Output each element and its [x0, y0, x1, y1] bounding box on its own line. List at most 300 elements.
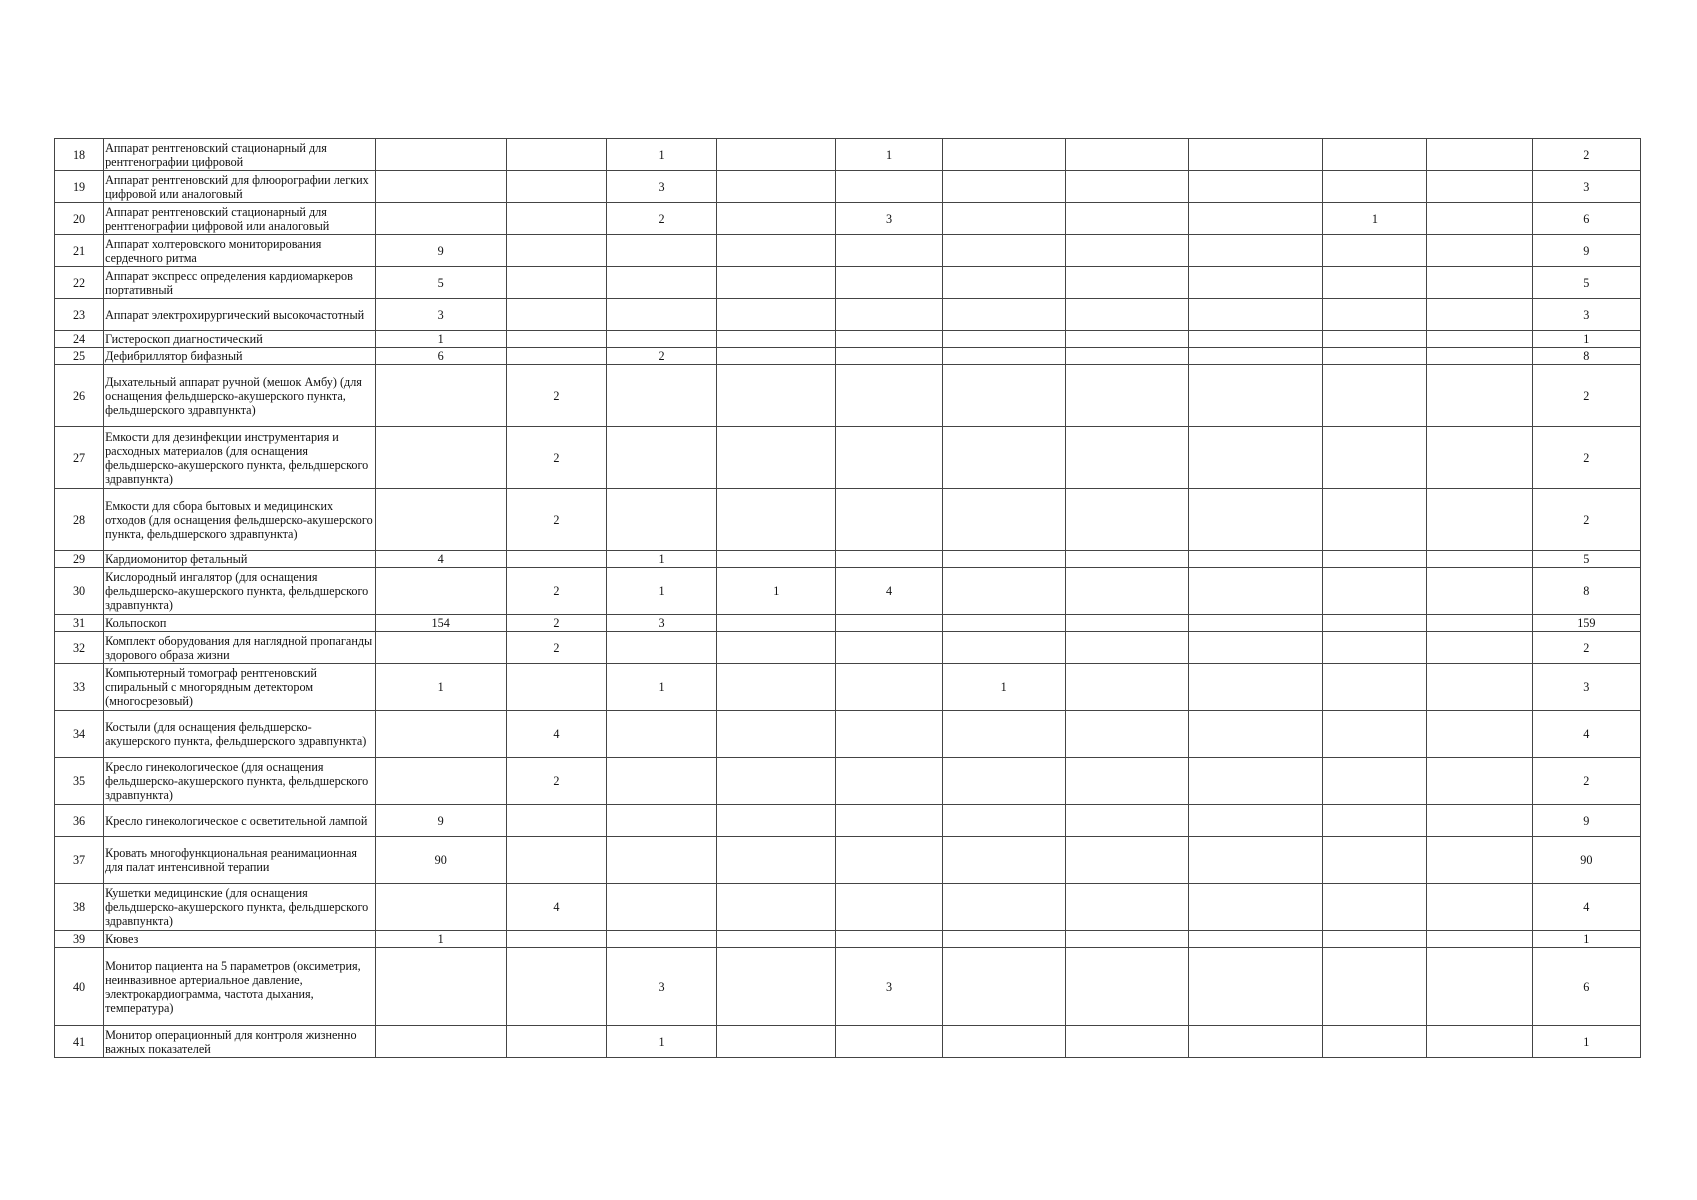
quantity-cell — [1189, 299, 1323, 331]
quantity-cell — [1427, 568, 1532, 615]
table-row — [55, 365, 1641, 427]
quantity-cell — [506, 348, 606, 365]
total-cell: 1 — [1532, 931, 1640, 948]
table-row — [55, 711, 1641, 758]
quantity-cell — [506, 551, 606, 568]
quantity-cell — [1427, 489, 1532, 551]
quantity-cell — [1323, 948, 1427, 1026]
quantity-cell: 2 — [506, 365, 606, 427]
quantity-cell — [1065, 331, 1188, 348]
quantity-cell — [942, 203, 1065, 235]
quantity-cell: 3 — [607, 615, 717, 632]
equipment-name-cell: Кушетки медицинские (для оснащения фельдшерско-акушерского пункта, фельдшерского здравпункта) — [104, 884, 376, 931]
row-number-cell: 41 — [55, 1026, 104, 1058]
quantity-cell: 1 — [1323, 203, 1427, 235]
quantity-cell — [1189, 837, 1323, 884]
equipment-name-cell: Костыли (для оснащения фельдшерско-акушерского пункта, фельдшерского здравпункта) — [104, 711, 376, 758]
quantity-cell — [1189, 139, 1323, 171]
quantity-cell — [1427, 1026, 1532, 1058]
quantity-cell — [1189, 758, 1323, 805]
quantity-cell — [717, 664, 836, 711]
quantity-cell — [1323, 171, 1427, 203]
quantity-cell — [506, 171, 606, 203]
row-number-cell: 38 — [55, 884, 104, 931]
quantity-cell — [1427, 711, 1532, 758]
table-row — [55, 551, 1641, 568]
total-cell: 6 — [1532, 203, 1640, 235]
quantity-cell — [836, 632, 942, 664]
quantity-cell — [717, 837, 836, 884]
table-row — [55, 632, 1641, 664]
quantity-cell — [375, 489, 506, 551]
quantity-cell — [607, 837, 717, 884]
quantity-cell — [1427, 267, 1532, 299]
table-row — [55, 948, 1641, 1026]
quantity-cell — [1427, 348, 1532, 365]
equipment-name-cell: Кольпоскоп — [104, 615, 376, 632]
quantity-cell — [1065, 139, 1188, 171]
quantity-cell — [717, 299, 836, 331]
equipment-name-cell: Аппарат экспресс определения кардиомаркеров портативный — [104, 267, 376, 299]
quantity-cell — [1323, 365, 1427, 427]
quantity-cell — [942, 489, 1065, 551]
quantity-cell: 9 — [375, 235, 506, 267]
quantity-cell — [375, 884, 506, 931]
quantity-cell — [836, 664, 942, 711]
quantity-cell: 2 — [607, 348, 717, 365]
quantity-cell: 1 — [375, 931, 506, 948]
quantity-cell — [836, 235, 942, 267]
table-row — [55, 235, 1641, 267]
total-cell: 6 — [1532, 948, 1640, 1026]
quantity-cell: 3 — [836, 948, 942, 1026]
quantity-cell — [607, 489, 717, 551]
equipment-table-body — [55, 139, 1641, 1058]
quantity-cell — [1065, 711, 1188, 758]
quantity-cell: 1 — [607, 551, 717, 568]
quantity-cell — [717, 331, 836, 348]
equipment-table — [54, 138, 1641, 1058]
row-number-cell: 39 — [55, 931, 104, 948]
equipment-name-cell: Аппарат рентгеновский для флюорографии легких цифровой или аналоговый — [104, 171, 376, 203]
quantity-cell — [1189, 664, 1323, 711]
quantity-cell — [607, 758, 717, 805]
quantity-cell: 6 — [375, 348, 506, 365]
quantity-cell — [506, 805, 606, 837]
quantity-cell — [1323, 267, 1427, 299]
equipment-name-cell: Компьютерный томограф рентгеновский спиральный с многорядным детектором (многосрезовый) — [104, 664, 376, 711]
quantity-cell — [375, 758, 506, 805]
quantity-cell — [506, 203, 606, 235]
quantity-cell: 2 — [506, 758, 606, 805]
row-number-cell: 18 — [55, 139, 104, 171]
equipment-name-cell: Кресло гинекологическое с осветительной лампой — [104, 805, 376, 837]
quantity-cell — [942, 632, 1065, 664]
quantity-cell — [1065, 884, 1188, 931]
table-row — [55, 664, 1641, 711]
quantity-cell — [1189, 267, 1323, 299]
row-number-cell: 33 — [55, 664, 104, 711]
row-number-cell: 22 — [55, 267, 104, 299]
quantity-cell: 9 — [375, 805, 506, 837]
total-cell: 2 — [1532, 632, 1640, 664]
quantity-cell — [1065, 489, 1188, 551]
row-number-cell: 30 — [55, 568, 104, 615]
quantity-cell — [836, 299, 942, 331]
quantity-cell: 1 — [607, 568, 717, 615]
equipment-name-cell: Аппарат рентгеновский стационарный для рентгенографии цифровой или аналоговый — [104, 203, 376, 235]
quantity-cell — [1065, 568, 1188, 615]
quantity-cell — [607, 267, 717, 299]
quantity-cell — [1323, 139, 1427, 171]
quantity-cell — [717, 139, 836, 171]
quantity-cell — [1065, 837, 1188, 884]
quantity-cell — [1323, 427, 1427, 489]
quantity-cell — [1065, 171, 1188, 203]
quantity-cell — [1189, 1026, 1323, 1058]
quantity-cell — [1323, 331, 1427, 348]
quantity-cell — [1189, 235, 1323, 267]
row-number-cell: 29 — [55, 551, 104, 568]
quantity-cell — [1065, 203, 1188, 235]
quantity-cell — [506, 1026, 606, 1058]
quantity-cell — [717, 348, 836, 365]
quantity-cell — [506, 837, 606, 884]
total-cell: 9 — [1532, 805, 1640, 837]
quantity-cell — [1323, 568, 1427, 615]
quantity-cell: 1 — [942, 664, 1065, 711]
quantity-cell — [1323, 551, 1427, 568]
equipment-name-cell: Кресло гинекологическое (для оснащения фельдшерско-акушерского пункта, фельдшерского здравпункта) — [104, 758, 376, 805]
quantity-cell — [717, 632, 836, 664]
quantity-cell — [1323, 884, 1427, 931]
total-cell: 1 — [1532, 1026, 1640, 1058]
quantity-cell — [1065, 365, 1188, 427]
equipment-name-cell: Комплект оборудования для наглядной пропаганды здорового образа жизни — [104, 632, 376, 664]
quantity-cell — [375, 427, 506, 489]
quantity-cell — [1427, 884, 1532, 931]
quantity-cell — [1427, 664, 1532, 711]
total-cell: 159 — [1532, 615, 1640, 632]
table-row — [55, 427, 1641, 489]
quantity-cell: 154 — [375, 615, 506, 632]
quantity-cell — [836, 348, 942, 365]
row-number-cell: 37 — [55, 837, 104, 884]
quantity-cell — [1427, 299, 1532, 331]
quantity-cell — [607, 365, 717, 427]
row-number-cell: 40 — [55, 948, 104, 1026]
quantity-cell — [1323, 299, 1427, 331]
quantity-cell — [717, 171, 836, 203]
quantity-cell — [1189, 171, 1323, 203]
quantity-cell: 2 — [506, 568, 606, 615]
quantity-cell — [1189, 948, 1323, 1026]
quantity-cell — [717, 365, 836, 427]
quantity-cell — [375, 1026, 506, 1058]
quantity-cell — [1323, 931, 1427, 948]
quantity-cell — [506, 331, 606, 348]
quantity-cell — [1189, 931, 1323, 948]
quantity-cell — [836, 805, 942, 837]
quantity-cell — [1323, 805, 1427, 837]
quantity-cell — [506, 931, 606, 948]
quantity-cell: 1 — [607, 664, 717, 711]
quantity-cell — [1323, 632, 1427, 664]
quantity-cell: 5 — [375, 267, 506, 299]
quantity-cell — [1323, 615, 1427, 632]
equipment-name-cell: Дефибриллятор бифазный — [104, 348, 376, 365]
total-cell: 3 — [1532, 664, 1640, 711]
total-cell: 90 — [1532, 837, 1640, 884]
quantity-cell — [836, 1026, 942, 1058]
quantity-cell — [717, 948, 836, 1026]
quantity-cell — [1189, 615, 1323, 632]
equipment-name-cell: Кювез — [104, 931, 376, 948]
quantity-cell — [1323, 235, 1427, 267]
quantity-cell — [1065, 615, 1188, 632]
quantity-cell — [942, 837, 1065, 884]
row-number-cell: 21 — [55, 235, 104, 267]
table-row — [55, 331, 1641, 348]
quantity-cell — [375, 711, 506, 758]
equipment-name-cell: Аппарат рентгеновский стационарный для рентгенографии цифровой — [104, 139, 376, 171]
row-number-cell: 35 — [55, 758, 104, 805]
quantity-cell — [942, 948, 1065, 1026]
quantity-cell — [1189, 489, 1323, 551]
quantity-cell — [717, 551, 836, 568]
equipment-name-cell: Монитор пациента на 5 параметров (оксиметрия, неинвазивное артериальное давление, электрокардиограмма, частота дыхания, температура) — [104, 948, 376, 1026]
row-number-cell: 31 — [55, 615, 104, 632]
quantity-cell — [1189, 884, 1323, 931]
equipment-name-cell: Кислородный ингалятор (для оснащения фельдшерско-акушерского пункта, фельдшерского здравпункта) — [104, 568, 376, 615]
quantity-cell — [1189, 551, 1323, 568]
quantity-cell — [836, 331, 942, 348]
quantity-cell — [1189, 805, 1323, 837]
quantity-cell — [1427, 427, 1532, 489]
quantity-cell — [1323, 837, 1427, 884]
total-cell: 3 — [1532, 299, 1640, 331]
quantity-cell — [717, 931, 836, 948]
quantity-cell: 4 — [506, 711, 606, 758]
quantity-cell — [607, 884, 717, 931]
equipment-name-cell: Гистероскоп диагностический — [104, 331, 376, 348]
total-cell: 8 — [1532, 568, 1640, 615]
quantity-cell — [506, 139, 606, 171]
quantity-cell: 1 — [717, 568, 836, 615]
quantity-cell — [836, 365, 942, 427]
quantity-cell — [1189, 331, 1323, 348]
quantity-cell — [1065, 632, 1188, 664]
quantity-cell — [942, 1026, 1065, 1058]
quantity-cell: 90 — [375, 837, 506, 884]
quantity-cell — [1427, 139, 1532, 171]
quantity-cell — [1427, 203, 1532, 235]
quantity-cell: 4 — [506, 884, 606, 931]
quantity-cell: 4 — [375, 551, 506, 568]
quantity-cell — [717, 489, 836, 551]
quantity-cell — [1065, 1026, 1188, 1058]
quantity-cell — [942, 615, 1065, 632]
quantity-cell — [1189, 711, 1323, 758]
equipment-name-cell: Кровать многофункциональная реанимационная для палат интенсивной терапии — [104, 837, 376, 884]
table-row — [55, 348, 1641, 365]
quantity-cell — [506, 664, 606, 711]
row-number-cell: 19 — [55, 171, 104, 203]
quantity-cell — [1427, 615, 1532, 632]
quantity-cell: 1 — [375, 664, 506, 711]
quantity-cell — [836, 884, 942, 931]
quantity-cell — [942, 348, 1065, 365]
quantity-cell — [942, 711, 1065, 758]
quantity-cell — [836, 267, 942, 299]
row-number-cell: 24 — [55, 331, 104, 348]
row-number-cell: 25 — [55, 348, 104, 365]
quantity-cell — [1065, 267, 1188, 299]
total-cell: 2 — [1532, 365, 1640, 427]
quantity-cell: 1 — [836, 139, 942, 171]
quantity-cell — [375, 948, 506, 1026]
table-row — [55, 267, 1641, 299]
total-cell: 2 — [1532, 139, 1640, 171]
total-cell: 8 — [1532, 348, 1640, 365]
table-row — [55, 931, 1641, 948]
quantity-cell — [836, 758, 942, 805]
quantity-cell — [375, 568, 506, 615]
quantity-cell — [1189, 203, 1323, 235]
quantity-cell — [717, 267, 836, 299]
table-row — [55, 837, 1641, 884]
quantity-cell — [607, 632, 717, 664]
quantity-cell — [942, 551, 1065, 568]
quantity-cell — [1189, 427, 1323, 489]
quantity-cell — [1427, 758, 1532, 805]
quantity-cell — [942, 171, 1065, 203]
quantity-cell: 3 — [375, 299, 506, 331]
quantity-cell — [506, 267, 606, 299]
equipment-name-cell: Емкости для сбора бытовых и медицинских отходов (для оснащения фельдшерско-акушерского пункта, фельдшерского здравпункта) — [104, 489, 376, 551]
quantity-cell — [1427, 948, 1532, 1026]
quantity-cell — [836, 551, 942, 568]
quantity-cell — [717, 235, 836, 267]
quantity-cell — [942, 931, 1065, 948]
quantity-cell — [1065, 235, 1188, 267]
quantity-cell — [607, 331, 717, 348]
quantity-cell — [1065, 805, 1188, 837]
total-cell: 2 — [1532, 489, 1640, 551]
equipment-name-cell: Аппарат холтеровского мониторирования сердечного ритма — [104, 235, 376, 267]
quantity-cell — [375, 365, 506, 427]
quantity-cell — [717, 615, 836, 632]
table-row — [55, 568, 1641, 615]
quantity-cell — [1065, 664, 1188, 711]
quantity-cell — [836, 711, 942, 758]
quantity-cell — [836, 171, 942, 203]
total-cell: 4 — [1532, 884, 1640, 931]
equipment-name-cell: Монитор операционный для контроля жизненно важных показателей — [104, 1026, 376, 1058]
total-cell: 5 — [1532, 267, 1640, 299]
total-cell: 5 — [1532, 551, 1640, 568]
quantity-cell — [942, 427, 1065, 489]
quantity-cell — [717, 203, 836, 235]
quantity-cell — [1427, 805, 1532, 837]
quantity-cell — [942, 331, 1065, 348]
quantity-cell — [1065, 931, 1188, 948]
quantity-cell: 3 — [836, 203, 942, 235]
quantity-cell — [375, 171, 506, 203]
quantity-cell — [1323, 489, 1427, 551]
table-row — [55, 884, 1641, 931]
table-row — [55, 139, 1641, 171]
quantity-cell: 4 — [836, 568, 942, 615]
quantity-cell — [1323, 348, 1427, 365]
quantity-cell: 2 — [607, 203, 717, 235]
quantity-cell — [1189, 632, 1323, 664]
quantity-cell: 1 — [375, 331, 506, 348]
quantity-cell — [717, 1026, 836, 1058]
row-number-cell: 32 — [55, 632, 104, 664]
quantity-cell — [1065, 299, 1188, 331]
quantity-cell — [942, 139, 1065, 171]
quantity-cell — [717, 758, 836, 805]
row-number-cell: 26 — [55, 365, 104, 427]
quantity-cell — [1427, 331, 1532, 348]
quantity-cell: 2 — [506, 427, 606, 489]
quantity-cell — [607, 711, 717, 758]
row-number-cell: 20 — [55, 203, 104, 235]
row-number-cell: 34 — [55, 711, 104, 758]
quantity-cell — [942, 884, 1065, 931]
quantity-cell — [607, 805, 717, 837]
quantity-cell — [375, 203, 506, 235]
quantity-cell — [1065, 948, 1188, 1026]
row-number-cell: 27 — [55, 427, 104, 489]
quantity-cell — [836, 931, 942, 948]
table-row — [55, 171, 1641, 203]
quantity-cell — [1427, 365, 1532, 427]
quantity-cell — [1427, 931, 1532, 948]
quantity-cell — [942, 568, 1065, 615]
quantity-cell — [1427, 837, 1532, 884]
total-cell: 3 — [1532, 171, 1640, 203]
table-row — [55, 1026, 1641, 1058]
quantity-cell — [506, 948, 606, 1026]
total-cell: 2 — [1532, 427, 1640, 489]
quantity-cell — [1065, 427, 1188, 489]
quantity-cell — [942, 758, 1065, 805]
quantity-cell — [506, 235, 606, 267]
table-row — [55, 805, 1641, 837]
quantity-cell — [717, 805, 836, 837]
quantity-cell — [1427, 551, 1532, 568]
quantity-cell — [717, 427, 836, 489]
quantity-cell: 3 — [607, 171, 717, 203]
equipment-name-cell: Емкости для дезинфекции инструментария и расходных материалов (для оснащения фельдшерско-акушерского пункта, фельдшерского здравпункта) — [104, 427, 376, 489]
table-row — [55, 615, 1641, 632]
equipment-name-cell: Аппарат электрохирургический высокочастотный — [104, 299, 376, 331]
total-cell: 2 — [1532, 758, 1640, 805]
quantity-cell — [607, 931, 717, 948]
quantity-cell — [1323, 758, 1427, 805]
quantity-cell — [942, 365, 1065, 427]
quantity-cell: 1 — [607, 139, 717, 171]
quantity-cell — [1189, 348, 1323, 365]
row-number-cell: 36 — [55, 805, 104, 837]
row-number-cell: 23 — [55, 299, 104, 331]
total-cell: 4 — [1532, 711, 1640, 758]
quantity-cell — [942, 299, 1065, 331]
quantity-cell — [836, 427, 942, 489]
quantity-cell — [836, 837, 942, 884]
